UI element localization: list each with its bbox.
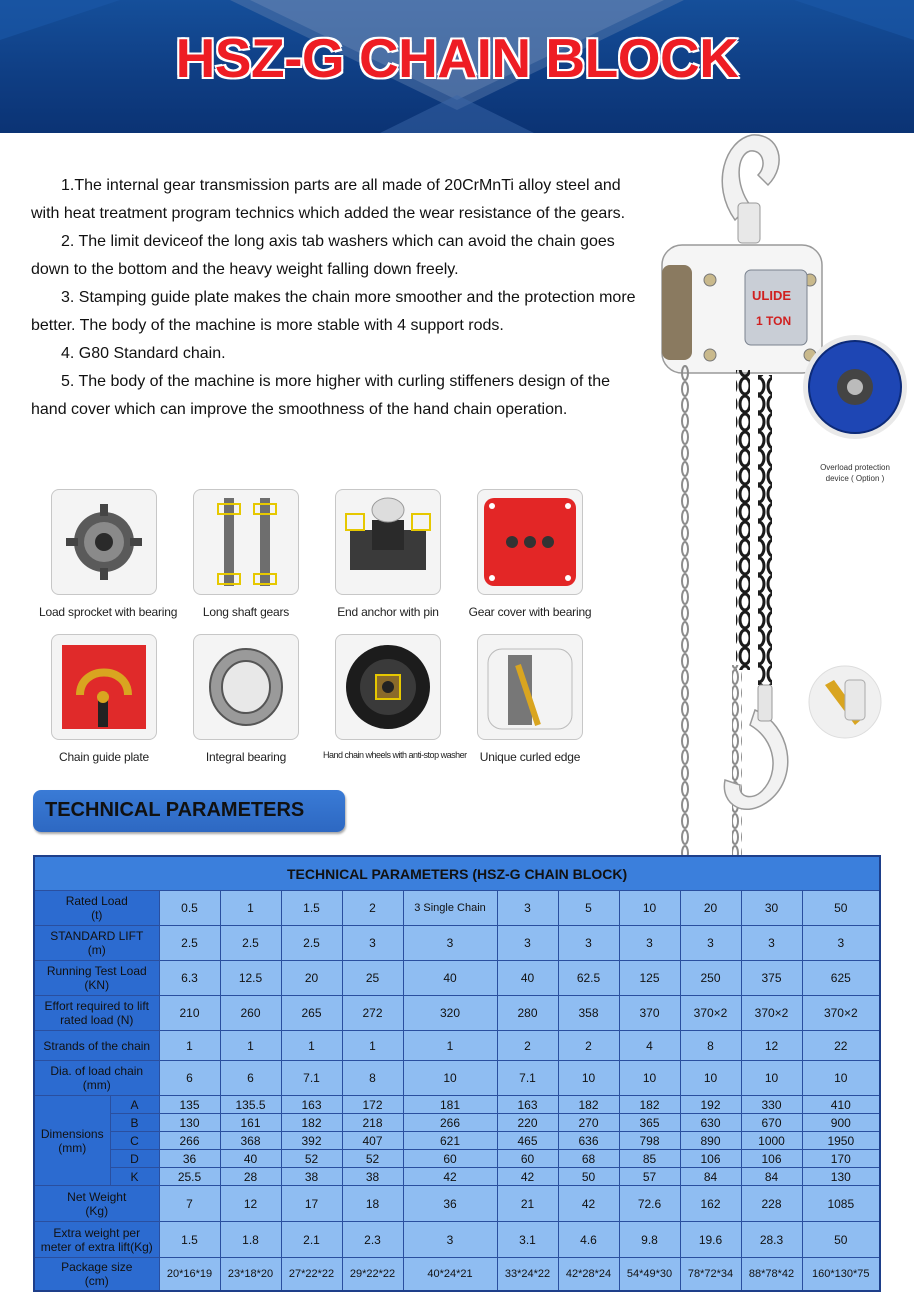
- table-cell: 6: [159, 1061, 220, 1096]
- table-cell: 368: [220, 1132, 281, 1150]
- table-cell: 1.5: [159, 1222, 220, 1258]
- row-label-text: Effort required to lift: [44, 999, 149, 1013]
- table-cell: 266: [159, 1132, 220, 1150]
- row-label: [34, 961, 159, 996]
- table-cell: 20: [281, 961, 342, 996]
- table-cell: 8: [342, 1061, 403, 1096]
- row-label: [34, 1258, 159, 1291]
- table-cell: 50: [802, 891, 880, 926]
- table-cell: 10: [680, 1061, 741, 1096]
- feature-item: 1.The internal gear transmission parts are all made of 20CrMnTi alloy steel and with heat treatment program technics which added the wear resistance of the gears.: [31, 177, 626, 222]
- part-card: [181, 634, 311, 764]
- table-cell: 38: [342, 1168, 403, 1186]
- row-label: [34, 1096, 110, 1186]
- table-cell: 1: [281, 1031, 342, 1061]
- row-label: [34, 926, 159, 961]
- table-cell: 36: [403, 1186, 497, 1222]
- table-cell: 3: [802, 926, 880, 961]
- table-cell: 33*24*22: [497, 1258, 558, 1291]
- table-cell: 3: [497, 891, 558, 926]
- table-cell: 3: [741, 926, 802, 961]
- table-cell: 29*22*22: [342, 1258, 403, 1291]
- table-cell: 370×2: [802, 996, 880, 1031]
- row-label: [34, 1031, 159, 1061]
- table-cell: 42: [558, 1186, 619, 1222]
- table-cell: 22: [802, 1031, 880, 1061]
- table-row: [34, 1150, 880, 1168]
- row-label-text: Rated Load: [65, 894, 128, 908]
- row-label: [34, 1222, 159, 1258]
- chain-block-illustration: [640, 125, 914, 860]
- table-cell: 17: [281, 1186, 342, 1222]
- table-cell: 42: [403, 1168, 497, 1186]
- row-label-unit: meter of extra lift(Kg): [40, 1239, 153, 1254]
- table-cell: 161: [220, 1114, 281, 1132]
- overload-caption-line: Overload protection: [820, 463, 890, 472]
- table-cell: 636: [558, 1132, 619, 1150]
- table-cell: 160*130*75: [802, 1258, 880, 1291]
- table-title-row: [34, 856, 880, 891]
- overload-caption: [800, 462, 910, 484]
- table-row: [34, 1114, 880, 1132]
- table-cell: 88*78*42: [741, 1258, 802, 1291]
- table-cell: 130: [802, 1168, 880, 1186]
- table-cell: 7.1: [497, 1061, 558, 1096]
- table-cell: 42: [497, 1168, 558, 1186]
- part-card: [465, 634, 595, 764]
- row-label: [34, 1061, 159, 1096]
- curled-edge-icon: [477, 634, 583, 740]
- part-card: [181, 489, 311, 619]
- table-cell: 358: [558, 996, 619, 1031]
- table-row: [34, 1258, 880, 1291]
- table-cell: 2.5: [159, 926, 220, 961]
- feature-item: 2. The limit deviceof the long axis tab washers which can avoid the chain goes down to the bottom and the heavy weight falling down freely.: [31, 233, 615, 278]
- table-cell: 12.5: [220, 961, 281, 996]
- table-cell: 135: [159, 1096, 220, 1114]
- table-cell: 1000: [741, 1132, 802, 1150]
- table-cell: 6.3: [159, 961, 220, 996]
- table-cell: 3: [342, 926, 403, 961]
- table-cell: 220: [497, 1114, 558, 1132]
- dimension-key: D: [110, 1150, 159, 1168]
- table-row: [34, 996, 880, 1031]
- table-cell: 5: [558, 891, 619, 926]
- table-cell: 170: [802, 1150, 880, 1168]
- table-cell: 1: [220, 1031, 281, 1061]
- table-cell: 3: [403, 1222, 497, 1258]
- row-label-text: Strands of the chain: [43, 1038, 151, 1053]
- table-row: [34, 1168, 880, 1186]
- hand-wheel-icon: [335, 634, 441, 740]
- table-cell: 181: [403, 1096, 497, 1114]
- table-cell: 625: [802, 961, 880, 996]
- table-cell: 50: [802, 1222, 880, 1258]
- part-card: [323, 634, 467, 760]
- table-row: [34, 926, 880, 961]
- row-label-unit: (cm): [84, 1273, 109, 1288]
- table-cell: 125: [619, 961, 680, 996]
- table-cell: 6: [220, 1061, 281, 1096]
- table-cell: 12: [741, 1031, 802, 1061]
- table-row: [34, 1061, 880, 1096]
- table-cell: 84: [680, 1168, 741, 1186]
- table-cell: 60: [403, 1150, 497, 1168]
- table-cell: 10: [741, 1061, 802, 1096]
- table-cell: 630: [680, 1114, 741, 1132]
- table-cell: 62.5: [558, 961, 619, 996]
- product-image: [640, 125, 914, 860]
- table-cell: 78*72*34: [680, 1258, 741, 1291]
- table-cell: 265: [281, 996, 342, 1031]
- table-cell: 375: [741, 961, 802, 996]
- table-cell: 163: [281, 1096, 342, 1114]
- table-cell: 330: [741, 1096, 802, 1114]
- row-label-text: STANDARD LIFT: [50, 929, 144, 943]
- table-cell: 182: [281, 1114, 342, 1132]
- row-label-unit: rated load (N): [60, 1013, 134, 1027]
- guide-plate-icon: [51, 634, 157, 740]
- table-cell: 192: [680, 1096, 741, 1114]
- dimension-key: A: [110, 1096, 159, 1114]
- table-cell: 392: [281, 1132, 342, 1150]
- table-cell: 12: [220, 1186, 281, 1222]
- part-caption: Load sprocket with bearing: [39, 605, 178, 619]
- part-caption: Integral bearing: [205, 750, 287, 764]
- table-cell: 38: [281, 1168, 342, 1186]
- part-caption: Chain guide plate: [58, 750, 149, 764]
- table-cell: 84: [741, 1168, 802, 1186]
- table-cell: 28.3: [741, 1222, 802, 1258]
- row-label-text: Running Test Load: [46, 964, 147, 978]
- table-cell: 40*24*21: [403, 1258, 497, 1291]
- table-cell: 25: [342, 961, 403, 996]
- table-cell: 266: [403, 1114, 497, 1132]
- row-label-text: Package size: [61, 1259, 133, 1274]
- table-cell: 7.1: [281, 1061, 342, 1096]
- table-cell: 28: [220, 1168, 281, 1186]
- capacity-label: 1 TON: [756, 314, 792, 328]
- table-cell: 9.8: [619, 1222, 680, 1258]
- table-cell: 1.8: [220, 1222, 281, 1258]
- row-label-unit: (mm): [82, 1078, 111, 1092]
- table-cell: 42*28*24: [558, 1258, 619, 1291]
- dimension-key: C: [110, 1132, 159, 1150]
- table-cell: 218: [342, 1114, 403, 1132]
- table-cell: 40: [220, 1150, 281, 1168]
- page-title: HSZ-G CHAIN BLOCK: [175, 27, 739, 89]
- table-cell: 3.1: [497, 1222, 558, 1258]
- table-cell: 182: [619, 1096, 680, 1114]
- table-cell: 106: [741, 1150, 802, 1168]
- row-label: [34, 996, 159, 1031]
- table-row: [34, 1186, 880, 1222]
- table-row: [34, 1132, 880, 1150]
- table-row: [34, 961, 880, 996]
- part-caption: End anchor with pin: [337, 605, 439, 619]
- row-label-text: Extra weight per: [53, 1225, 141, 1240]
- table-cell: 1950: [802, 1132, 880, 1150]
- part-caption: Hand chain wheels with anti-stop washer: [323, 750, 467, 760]
- table-cell: 320: [403, 996, 497, 1031]
- table-cell: 162: [680, 1186, 741, 1222]
- table-row: [34, 1096, 880, 1114]
- table-row: [34, 1031, 880, 1061]
- table-cell: 280: [497, 996, 558, 1031]
- table-cell: 40: [403, 961, 497, 996]
- table-cell: 20*16*19: [159, 1258, 220, 1291]
- overload-caption-line: device ( Option ): [825, 474, 885, 483]
- table-cell: 260: [220, 996, 281, 1031]
- table-cell: 72.6: [619, 1186, 680, 1222]
- table-cell: 3: [680, 926, 741, 961]
- table-cell: 19.6: [680, 1222, 741, 1258]
- table-cell: 2: [497, 1031, 558, 1061]
- table-cell: 2.5: [220, 926, 281, 961]
- bearing-icon: [193, 634, 299, 740]
- row-label-text: Net Weight: [67, 1189, 127, 1204]
- table-cell: 8: [680, 1031, 741, 1061]
- section-tab-label: TECHNICAL PARAMETERS: [45, 799, 305, 821]
- table-cell: 270: [558, 1114, 619, 1132]
- table-cell: 1: [220, 891, 281, 926]
- part-card: [39, 634, 169, 764]
- table-cell: 10: [802, 1061, 880, 1096]
- dimension-key: K: [110, 1168, 159, 1186]
- table-cell: 135.5: [220, 1096, 281, 1114]
- table-cell: 130: [159, 1114, 220, 1132]
- table-cell: 3 Single Chain: [403, 891, 497, 926]
- feature-list: [31, 172, 641, 424]
- table-cell: 900: [802, 1114, 880, 1132]
- table-cell: 3: [497, 926, 558, 961]
- table-cell: 2.5: [281, 926, 342, 961]
- parameters-table: [33, 855, 881, 1292]
- part-card: [465, 489, 595, 619]
- row-label: [34, 891, 159, 926]
- table-cell: 40: [497, 961, 558, 996]
- table-cell: 10: [619, 891, 680, 926]
- row-label-text: Dimensions: [40, 1126, 104, 1141]
- feature-item: 4. G80 Standard chain.: [61, 345, 226, 362]
- table-cell: 54*49*30: [619, 1258, 680, 1291]
- table-cell: 370: [619, 996, 680, 1031]
- part-card: [39, 489, 178, 619]
- table-cell: 410: [802, 1096, 880, 1114]
- dimension-key: B: [110, 1114, 159, 1132]
- table-cell: 23*18*20: [220, 1258, 281, 1291]
- section-tab: [33, 790, 345, 832]
- table-cell: 3: [619, 926, 680, 961]
- table-cell: 85: [619, 1150, 680, 1168]
- table-cell: 228: [741, 1186, 802, 1222]
- table-cell: 60: [497, 1150, 558, 1168]
- row-label-unit: (t): [91, 908, 103, 922]
- table-cell: 3: [558, 926, 619, 961]
- table-cell: 2.3: [342, 1222, 403, 1258]
- table-cell: 4.6: [558, 1222, 619, 1258]
- table-row: [34, 1222, 880, 1258]
- part-caption: Gear cover with bearing: [468, 605, 592, 619]
- table-cell: 621: [403, 1132, 497, 1150]
- table-cell: 68: [558, 1150, 619, 1168]
- table-title: TECHNICAL PARAMETERS (HSZ-G CHAIN BLOCK): [34, 856, 880, 891]
- table-cell: 1.5: [281, 891, 342, 926]
- table-cell: 172: [342, 1096, 403, 1114]
- table-cell: 0.5: [159, 891, 220, 926]
- part-card: [323, 489, 453, 619]
- brand-label: ULIDE: [752, 288, 791, 303]
- table-cell: 10: [619, 1061, 680, 1096]
- table-cell: 4: [619, 1031, 680, 1061]
- table-cell: 1: [159, 1031, 220, 1061]
- table-cell: 670: [741, 1114, 802, 1132]
- banner: [0, 0, 914, 133]
- part-caption: Unique curled edge: [479, 750, 581, 764]
- table-cell: 20: [680, 891, 741, 926]
- table-cell: 1085: [802, 1186, 880, 1222]
- table-cell: 27*22*22: [281, 1258, 342, 1291]
- table-cell: 798: [619, 1132, 680, 1150]
- table-cell: 52: [342, 1150, 403, 1168]
- table-cell: 182: [558, 1096, 619, 1114]
- part-caption: Long shaft gears: [202, 605, 290, 619]
- feature-item: 3. Stamping guide plate makes the chain more smoother and the protection more better. The body of the machine is more stable with 4 support rods.: [31, 289, 636, 334]
- row-label-unit: (m): [87, 943, 106, 957]
- table-row: [34, 891, 880, 926]
- table-cell: 365: [619, 1114, 680, 1132]
- table-cell: 10: [558, 1061, 619, 1096]
- row-label-text: Dia. of load chain: [50, 1064, 144, 1078]
- gear-cover-icon: [477, 489, 583, 595]
- table-cell: 370×2: [741, 996, 802, 1031]
- table-cell: 890: [680, 1132, 741, 1150]
- anchor-pin-icon: [335, 489, 441, 595]
- table-cell: 106: [680, 1150, 741, 1168]
- table-cell: 1: [342, 1031, 403, 1061]
- table-cell: 2: [558, 1031, 619, 1061]
- table-cell: 370×2: [680, 996, 741, 1031]
- table-cell: 36: [159, 1150, 220, 1168]
- row-label-unit: (Kg): [85, 1203, 109, 1218]
- table-cell: 1: [403, 1031, 497, 1061]
- feature-item: 5. The body of the machine is more higher with curling stiffeners design of the hand cover which can improve the smoothness of the hand chain operation.: [31, 373, 611, 418]
- table-cell: 210: [159, 996, 220, 1031]
- row-label-unit: (KN): [84, 978, 110, 992]
- table-cell: 2.1: [281, 1222, 342, 1258]
- row-label-unit: (mm): [58, 1140, 87, 1155]
- table-cell: 50: [558, 1168, 619, 1186]
- table-cell: 18: [342, 1186, 403, 1222]
- table-cell: 30: [741, 891, 802, 926]
- table-cell: 250: [680, 961, 741, 996]
- table-cell: 3: [403, 926, 497, 961]
- shaft-gears-icon: [193, 489, 299, 595]
- table-cell: 21: [497, 1186, 558, 1222]
- table-cell: 7: [159, 1186, 220, 1222]
- table-cell: 2: [342, 891, 403, 926]
- table-cell: 57: [619, 1168, 680, 1186]
- table-cell: 163: [497, 1096, 558, 1114]
- sprocket-icon: [51, 489, 157, 595]
- table-cell: 52: [281, 1150, 342, 1168]
- table-cell: 465: [497, 1132, 558, 1150]
- table-cell: 10: [403, 1061, 497, 1096]
- row-label: [34, 1186, 159, 1222]
- table-cell: 25.5: [159, 1168, 220, 1186]
- table-cell: 272: [342, 996, 403, 1031]
- table-cell: 407: [342, 1132, 403, 1150]
